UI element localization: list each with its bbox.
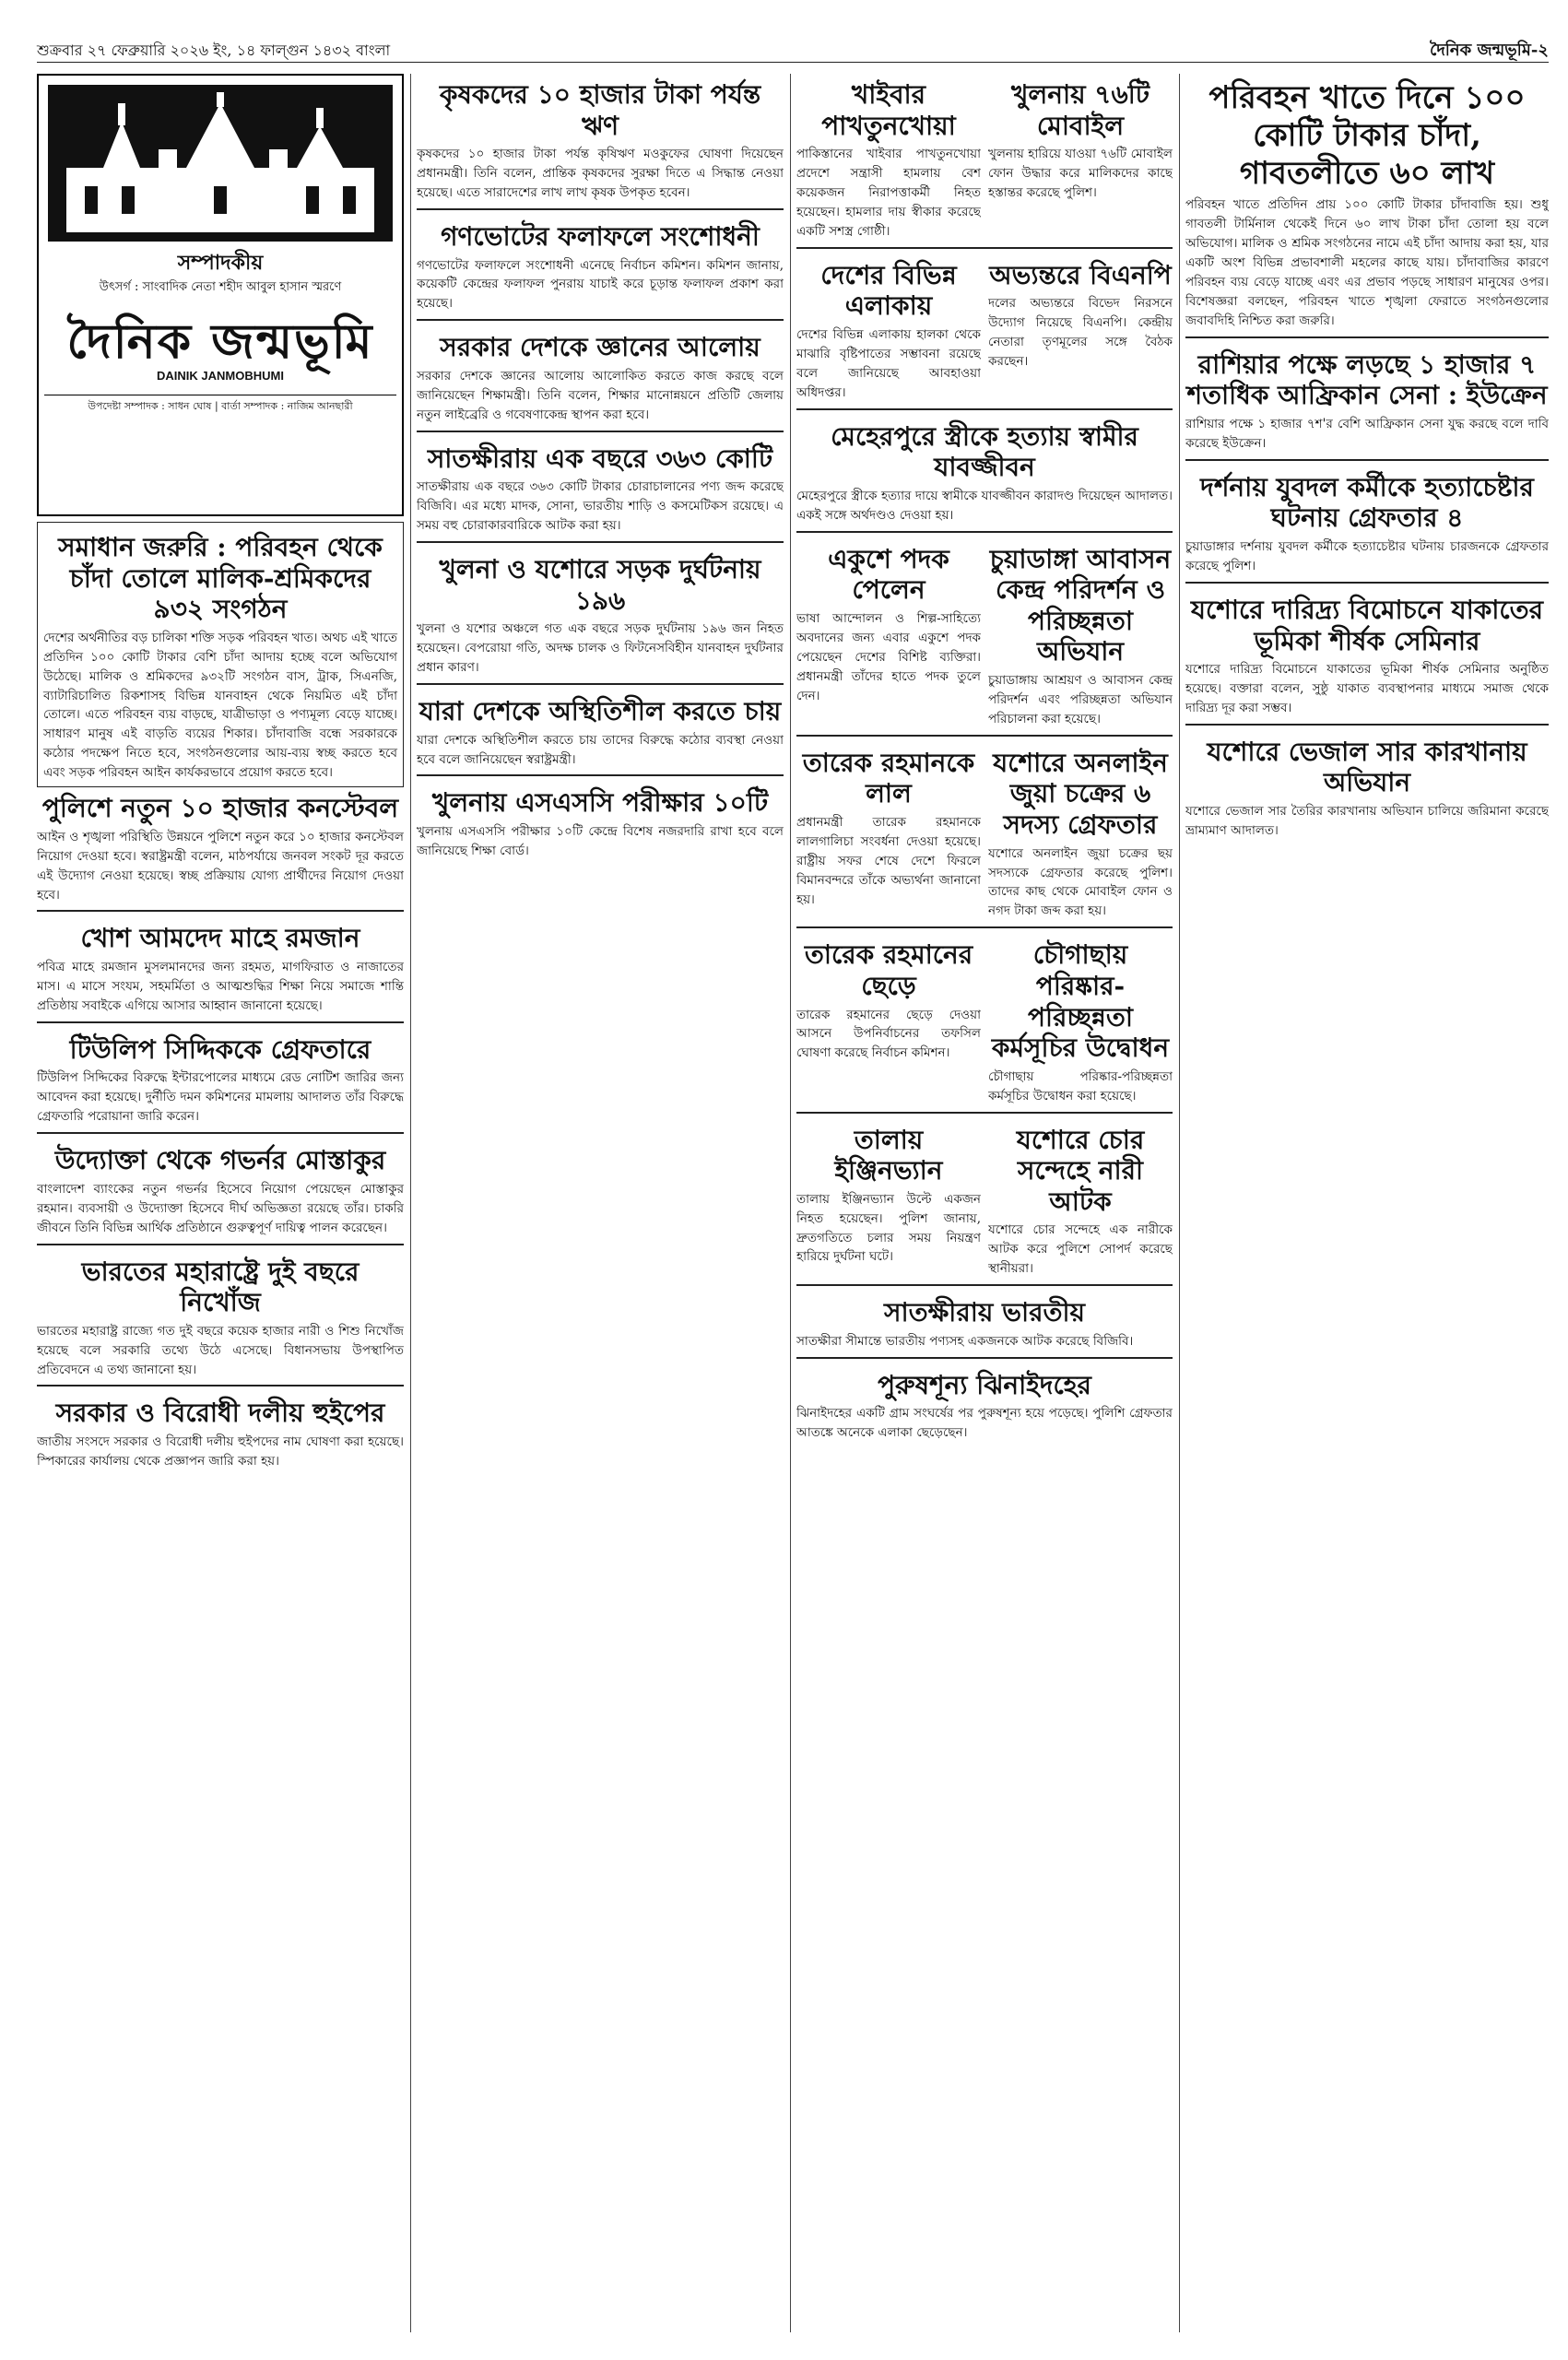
story-fertilizer <box>1185 731 1549 841</box>
story-body: দলের অভ্যন্তরে বিভেদ নিরসনে উদ্যোগ নিয়েছে বিএনপি। কেন্দ্রীয় নেতারা তৃণমূলের সঙ্গে বৈঠক করছেন। <box>988 296 1173 370</box>
split-row <box>796 74 1173 242</box>
story-khulna-accident <box>417 549 784 678</box>
story-police <box>37 787 404 904</box>
paper-logo: দৈনিক জন্মভূমি <box>66 313 374 370</box>
story-body: যশোরে দারিদ্র্য বিমোচনে যাকাতের ভূমিকা শীর্ষক সেমিনার অনুষ্ঠিত হয়েছে। বক্তারা বলেন, সুষ্ঠু যাকাত ব্যবস্থাপনার মাধ্যমে সমাজ থেকে দারিদ্র্য দূর করা সম্ভব। <box>1185 662 1549 715</box>
story-body: সাতক্ষীরায় এক বছরে ৩৬৩ কোটি টাকার চোরাচালানের পণ্য জব্দ করেছে বিজিবি। এর মধ্যে মাদক, সোনা, ভারতীয় শাড়ি ও কসমেটিকস রয়েছে। এ সময় বহু চোরাকারবারিকে আটক করা হয়। <box>417 479 784 534</box>
column-1 <box>37 74 404 2332</box>
story-jessore-thief <box>988 1119 1173 1280</box>
editorial-staff: উপদেষ্টা সম্পাদক : সাধন ঘোষ | বার্তা সম্পাদক : নাজিম আনছারী <box>44 395 396 416</box>
divider <box>417 683 784 685</box>
story-body: তালায় ইঞ্জিনভ্যান উল্টে একজন নিহত হয়েছেন। পুলিশ জানায়, দ্রুতগতিতে চলার সময় নিয়ন্ত্রণ হারিয়ে দুর্ঘটনা ঘটে। <box>796 1191 981 1265</box>
story-headline: পরিবহন খাতে দিনে ১০০ কোটি টাকার চাঁদা, গাবতলীতে ৬০ লাখ <box>1208 79 1526 192</box>
story-headline: দেশের বিভিন্ন এলাকায় <box>820 259 957 322</box>
story-light <box>417 326 784 424</box>
story-unstable <box>417 690 784 769</box>
story-various <box>796 254 981 403</box>
story-body: চুয়াডাঙ্গায় আশ্রয়ণ ও আবাসন কেন্দ্র পরিদর্শন এবং পরিচ্ছন্নতা অভিযান পরিচালনা করা হয়েছে। <box>988 673 1173 726</box>
story-headline: একুশে পদক পেলেন <box>828 543 949 606</box>
story-headline: সাতক্ষীরায় ভারতীয় <box>884 1297 1085 1328</box>
story-headline: যশোরে দারিদ্র্য বিমোচনে যাকাতের ভূমিকা শীর্ষক সেমিনার <box>1190 594 1544 656</box>
story-body: টিউলিপ সিদ্দিকের বিরুদ্ধে ইন্টারপোলের মাধ্যমে রেড নোটিশ জারির জন্য আবেদন করা হয়েছে। দুর্নীতি দমন কমিশনের মামলায় আদালত তাঁর বিরুদ্ধে গ্রেফতারি পরোয়ানা জারি করেন। <box>37 1070 404 1125</box>
story-body: সাতক্ষীরা সীমান্তে ভারতীয় পণ্যসহ একজনকে আটক করেছে বিজিবি। <box>796 1333 1134 1349</box>
story-editorial <box>37 522 404 787</box>
story-headline: পুরুষশূন্য ঝিনাইদহের <box>878 1369 1091 1400</box>
split-row <box>796 934 1173 1105</box>
divider <box>37 1021 404 1023</box>
editorial-title: সম্পাদকীয় <box>177 251 264 275</box>
story-headline: যশোরে চোর সন্দেহে নারী আটক <box>1016 1124 1145 1217</box>
story-body: আইন ও শৃঙ্খলা পরিস্থিতি উন্নয়নে পুলিশে নতুন করে ১০ হাজার কনস্টেবল নিয়োগ দেওয়া হবে। স্বরাষ্ট্রমন্ত্রী বলেন, মাঠপর্যায়ে জনবল সংকট দূর করতে এই উদ্যোগ নেওয়া হয়েছে। স্বচ্ছ প্রক্রিয়ায় যোগ্য প্রার্থীদের নিয়োগ দেওয়া হবে। <box>37 829 404 903</box>
story-body: গণভোটের ফলাফলে সংশোধনী এনেছে নির্বাচন কমিশন। কমিশন জানায়, কয়েকটি কেন্দ্রের ফলাফল পুনরায় যাচাই করে চূড়ান্ত ফলাফল প্রকাশ করা হয়েছে। <box>417 257 784 312</box>
story-tulip <box>37 1029 404 1127</box>
split-row <box>796 254 1173 403</box>
divider <box>417 208 784 210</box>
story-body: খুলনায় এসএসসি পরীক্ষার ১০টি কেন্দ্রে বিশেষ নজরদারি রাখা হবে বলে জানিয়েছে শিক্ষা বোর্ড। <box>417 824 784 858</box>
story-body: ঝিনাইদহের একটি গ্রাম সংঘর্ষের পর পুরুষশূন্য হয়ে পড়েছে। পুলিশি গ্রেফতার আতঙ্কে অনেকে এলাকা ছেড়েছেন। <box>796 1406 1173 1441</box>
split-row <box>796 538 1173 729</box>
divider <box>1185 724 1549 726</box>
story-headline: যশোরে অনলাইন জুয়া চক্রের ৬ সদস্য গ্রেফতার <box>993 747 1168 841</box>
story-body: পাকিস্তানের খাইবার পাখতুনখোয়া প্রদেশে সন্ত্রাসী হামলায় বেশ কয়েকজন নিরাপত্তাকর্মী নিহত হয়েছেন। হামলার দায় স্বীকার করেছে একটি সশস্ত্র গোষ্ঠী। <box>796 147 981 239</box>
divider <box>37 1244 404 1245</box>
story-engineer <box>796 1119 981 1280</box>
paper-page: দৈনিক জন্মভূমি-২ <box>1430 41 1549 60</box>
story-referendum <box>417 216 784 313</box>
divider <box>796 531 1173 533</box>
story-satkhira-crore <box>417 438 784 536</box>
story-headline: তালায় ইঞ্জিনভ্যান <box>834 1124 943 1186</box>
story-farmers <box>417 74 784 203</box>
story-headline: তারেক রহমানকে লাল <box>802 747 975 809</box>
story-whip <box>37 1392 404 1470</box>
story-body: সরকার দেশকে জ্ঞানের আলোয় আলোকিত করতে কাজ করছে বলে জানিয়েছেন শিক্ষামন্ত্রী। তিনি বলেন, শিক্ষার মানোন্নয়নে প্রতিটি জেলায় নতুন লাইব্রেরি ও গবেষণাকেন্দ্র স্থাপন করা হবে। <box>417 368 784 422</box>
story-headline: ভারতের মহারাষ্ট্রে দুই বছরে নিখোঁজ <box>81 1256 360 1318</box>
paper-logo-english: DAINIK JANMOBHUMI <box>157 369 284 383</box>
split-row <box>796 742 1173 921</box>
story-body: যশোরে অনলাইন জুয়া চক্রের ছয় সদস্যকে গ্রেফতার করেছে পুলিশ। তাদের কাছ থেকে মোবাইল ফোন ও নগদ টাকা জব্দ করা হয়। <box>988 845 1173 919</box>
divider <box>796 247 1173 249</box>
divider <box>37 1132 404 1134</box>
story-body: চুয়াডাঙ্গার দর্শনায় যুবদল কর্মীকে হত্যাচেষ্টার ঘটনায় চারজনকে গ্রেফতার করেছে পুলিশ। <box>1185 539 1549 573</box>
editorial-tagline: উৎসর্গ : সাংবাদিক নেতা শহীদ আবুল হাসান স্মরণে <box>99 280 342 294</box>
story-body: ভারতের মহারাষ্ট্র রাজ্যে গত দুই বছরে কয়েক হাজার নারী ও শিশু নিখোঁজ হয়েছে বলে সরকারি তথ্যে উঠে এসেছে। বিধানসভায় উপস্থাপিত প্রতিবেদনে এ তথ্য জানানো হয়। <box>37 1323 404 1377</box>
story-headline: সরকার ও বিরোধী দলীয় হুইপের <box>55 1398 385 1429</box>
column-2 <box>417 74 784 2332</box>
story-body: পরিবহন খাতে প্রতিদিন প্রায় ১০০ কোটি টাকার চাঁদাবাজি হয়। শুধু গাবতলী টার্মিনাল থেকেই দিনে ৬০ লাখ টাকা চাঁদা তোলা হয় বলে অভিযোগ। মালিক ও শ্রমিক সংগঠনের নামে এই চাঁদা আদায় করা হয়, যার একটি অংশ বিভিন্ন প্রভাবশালী মহলের কাছে যায়। চাঁদাবাজির কারণে পরিবহন ব্যয় বেড়ে যাচ্ছে এবং এর প্রভাব পড়ছে সাধারণ মানুষের ওপর। বিশেষজ্ঞরা বলছেন, পরিবহন খাতে শৃঙ্খলা ফেরাতে সংগঠনগুলোর জবাবদিহি নিশ্চিত করা জরুরি। <box>1185 197 1549 328</box>
story-body: রাশিয়ার পক্ষে ১ হাজার ৭শ'র বেশি আফ্রিকান সেনা যুদ্ধ করছে বলে দাবি করেছে ইউক্রেন। <box>1185 417 1549 451</box>
divider <box>417 541 784 543</box>
story-headline: তারেক রহমানের ছেড়ে <box>804 939 973 1001</box>
divider <box>417 319 784 321</box>
divider <box>37 910 404 912</box>
divider <box>1185 336 1549 338</box>
story-body: দেশের বিভিন্ন এলাকায় হালকা থেকে মাঝারি বৃষ্টিপাতের সম্ভাবনা রয়েছে বলে জানিয়েছে আবহাওয়া অধিদপ্তর। <box>796 326 981 400</box>
story-headline: টিউলিপ সিদ্দিককে গ্রেফতারে <box>69 1033 371 1065</box>
column-rule <box>410 74 411 2332</box>
story-headline: সরকার দেশকে জ্ঞানের আলোয় <box>440 332 760 363</box>
story-headline: খুলনায় ৭৬টি মোবাইল <box>1010 79 1149 141</box>
story-headline: খুলনা ও যশোরে সড়ক দুর্ঘটনায় ১৯৬ <box>439 554 761 616</box>
divider <box>796 408 1173 410</box>
story-headline: খোশ আমদেদ মাহে রমজান <box>80 923 360 954</box>
story-headline: পুলিশে নতুন ১০ হাজার কনস্টেবল <box>41 793 399 824</box>
divider <box>796 1357 1173 1359</box>
divider <box>796 1284 1173 1286</box>
issue-date: শুক্রবার ২৭ ফেব্রুয়ারি ২০২৬ ইং, ১৪ ফাল্গুন ১৪৩২ বাংলা <box>37 41 391 59</box>
story-body: পবিত্র মাহে রমজান মুসলমানদের জন্য রহমত, মাগফিরাত ও নাজাতের মাস। এ মাসে সংযম, সহমর্মিতা ও আত্মশুদ্ধির শিক্ষা নিয়ে সমাজে শান্তি প্রতিষ্ঠায় সবাইকে এগিয়ে আসার আহ্বান জানানো হয়েছে। <box>37 960 404 1013</box>
story-zakat <box>1185 589 1549 718</box>
story-body: বাংলাদেশ ব্যাংকের নতুন গভর্নর হিসেবে নিয়োগ পেয়েছেন মোস্তাকুর রহমান। ব্যবসায়ী ও উদ্যোক্তা হিসেবে দীর্ঘ অভিজ্ঞতা রয়েছে তাঁর। চাকরি জীবনে তিনি বিভিন্ন আর্থিক প্রতিষ্ঠানে গুরুত্বপূর্ণ দায়িত্ব পালন করেছেন। <box>37 1181 404 1235</box>
column-rule <box>1179 74 1180 2332</box>
story-ssc <box>417 782 784 860</box>
story-headline: উদ্যোক্তা থেকে গভর্নর মোস্তাকুর <box>54 1145 386 1176</box>
story-body: যারা দেশকে অস্থিতিশীল করতে চায় তাদের বিরুদ্ধে কঠোর ব্যবস্থা নেওয়া হবে বলে জানিয়েছেন স্বরাষ্ট্রমন্ত্রী। <box>417 732 784 767</box>
story-body: জাতীয় সংসদে সরকার ও বিরোধী দলীয় হুইপদের নাম ঘোষণা করা হয়েছে। স্পিকারের কার্যালয় থেকে প্রজ্ঞাপন জারি করা হয়। <box>37 1434 404 1469</box>
skyline-illustration <box>48 85 393 242</box>
story-body: ভাষা আন্দোলন ও শিল্প-সাহিত্যে অবদানের জন্য এবার একুশে পদক পেয়েছেন দেশের বিশিষ্ট ব্যক্তিরা। প্রধানমন্ত্রী তাঁদের হাতে পদক তুলে দেন। <box>796 610 981 703</box>
divider <box>417 431 784 432</box>
story-body: মেহেরপুরে স্ত্রীকে হত্যার দায়ে স্বামীকে যাবজ্জীবন কারাদণ্ড দিয়েছেন আদালত। একই সঙ্গে অর্থদণ্ডও দেওয়া হয়। <box>796 488 1173 523</box>
divider <box>1185 582 1549 584</box>
column-rule <box>790 74 791 2332</box>
story-headline: খাইবার পাখতুনখোয়া <box>821 79 956 141</box>
story-bnp <box>988 254 1173 403</box>
story-darshana <box>1185 466 1549 576</box>
story-headline: গণভোটের ফলাফলে সংশোধনী <box>441 220 760 252</box>
split-row <box>796 1119 1173 1280</box>
story-satkhira-indian <box>796 1292 1173 1351</box>
story-patao <box>796 74 981 242</box>
page-header <box>37 37 1549 63</box>
story-jhenaidah <box>796 1364 1173 1443</box>
story-headline: রাশিয়ার পক্ষে লড়ছে ১ হাজার ৭ শতাধিক আফ্রিকান সেনা : ইউক্রেন <box>1186 348 1548 411</box>
story-body: দেশের অর্থনীতির বড় চালিকা শক্তি সড়ক পরিবহন খাত। অথচ এই খাতে প্রতিদিন ১০০ কোটি টাকার বেশি চাঁদা আদায় হচ্ছে বলে অভিযোগ উঠেছে। মালিক ও শ্রমিকদের ৯৩২টি সংগঠন বাস, ট্রাক, সিএনজি, ব্যাটারিচালিত রিকশাসহ বিভিন্ন যানবাহন থেকে নিয়মিত এই চাঁদা তোলে। এতে পরিবহন ব্যয় বাড়ছে, যাত্রীভাড়া ও পণ্যমূল্য বেড়ে যাচ্ছে। সাধারণ মানুষ এই বাড়তি ব্যয়ের শিকার। চাঁদাবাজি বন্ধে সরকারকে কঠোর পদক্ষেপ নিতে হবে, সংগঠনগুলোর আয়-ব্যয় স্বচ্ছ করতে হবে এবং সড়ক পরিবহন আইন কার্যকরভাবে প্রয়োগ করতে হবে। <box>43 630 397 781</box>
story-mobile <box>988 74 1173 242</box>
story-headline: সাতক্ষীরায় এক বছরে ৩৬৩ কোটি <box>427 442 773 474</box>
story-transport <box>1185 74 1549 331</box>
divider <box>796 735 1173 737</box>
story-tareq-lal <box>796 742 981 921</box>
story-body: যশোরে ভেজাল সার তৈরির কারখানায় অভিযান চালিয়ে জরিমানা করেছে ভ্রাম্যমাণ আদালত। <box>1185 804 1549 838</box>
story-maharashtra <box>37 1251 404 1380</box>
column-4 <box>1185 74 1549 2332</box>
story-body: খুলনা ও যশোর অঞ্চলে গত এক বছরে সড়ক দুর্ঘটনায় ১৯৬ জন নিহত হয়েছেন। বেপরোয়া গতি, অদক্ষ চালক ও ফিটনেসবিহীন যানবাহন দুর্ঘটনার প্রধান কারণ। <box>417 621 784 676</box>
story-headline: মেহেরপুরে স্ত্রীকে হত্যায় স্বামীর যাবজ্জীবন <box>831 420 1138 483</box>
story-body: প্রধানমন্ত্রী তারেক রহমানকে লালগালিচা সংবর্ধনা দেওয়া হয়েছে। রাষ্ট্রীয় সফর শেষে দেশে ফিরলে বিমানবন্দরে তাঁকে অভ্যর্থনা জানানো হয়। <box>796 815 981 907</box>
story-headline: কৃষকদের ১০ হাজার টাকা পর্যন্ত ঋণ <box>439 79 761 141</box>
story-headline: যারা দেশকে অস্থিতিশীল করতে চায় <box>419 695 782 726</box>
divider <box>1185 459 1549 461</box>
story-ramadan <box>37 917 404 1015</box>
story-tareq-leave <box>796 934 981 1105</box>
story-body: খুলনায় হারিয়ে যাওয়া ৭৬টি মোবাইল ফোন উদ্ধার করে মালিকদের কাছে হস্তান্তর করেছে পুলিশ। <box>988 147 1173 201</box>
divider <box>37 1385 404 1386</box>
story-headline: দর্শনায় যুবদল কর্মীকে হত্যাচেষ্টার ঘটনায় গ্রেফতার ৪ <box>1200 471 1534 534</box>
story-body: কৃষকদের ১০ হাজার টাকা পর্যন্ত কৃষিঋণ মওকুফের ঘোষণা দিয়েছেন প্রধানমন্ত্রী। তিনি বলেন, প্রান্তিক কৃষকদের সুরক্ষা দিতে এ সিদ্ধান্ত নেওয়া হয়েছে। এতে সারাদেশের লাখ লাখ কৃষক উপকৃত হবেন। <box>417 147 784 201</box>
story-headline: খুলনায় এসএসসি পরীক্ষার ১০টি <box>431 787 769 819</box>
story-body: যশোরে চোর সন্দেহে এক নারীকে আটক করে পুলিশে সোপর্দ করেছে স্থানীয়রা। <box>988 1222 1173 1277</box>
story-body: চৌগাছায় পরিষ্কার-পরিচ্ছন্নতা কর্মসূচির উদ্বোধন করা হয়েছে। <box>988 1068 1173 1103</box>
divider <box>417 774 784 776</box>
story-governor <box>37 1139 404 1237</box>
story-body: তারেক রহমানের ছেড়ে দেওয়া আসনে উপনির্বাচনের তফসিল ঘোষণা করেছে নির্বাচন কমিশন। <box>796 1007 981 1061</box>
column-3 <box>796 74 1173 2332</box>
story-headline: চুয়াডাঙ্গা আবাসন কেন্দ্র পরিদর্শন ও পরিচ্ছন্নতা অভিযান <box>989 543 1172 667</box>
divider <box>796 926 1173 928</box>
divider <box>796 1112 1173 1114</box>
story-meherpur <box>796 416 1173 525</box>
story-headline: সমাধান জরুরি : পরিবহন থেকে চাঁদা তোলে মালিক-শ্রমিকদের ৯৩২ সংগঠন <box>58 532 383 625</box>
story-jessore-online <box>988 742 1173 921</box>
story-headline: যশোরে ভেজাল সার কারখানায় অভিযান <box>1207 736 1527 798</box>
story-chuadanga <box>988 538 1173 729</box>
story-chougachha <box>988 934 1173 1105</box>
story-headline: চৌগাছায় পরিষ্কার-পরিচ্ছন্নতা কর্মসূচির উদ্বোধন <box>991 939 1170 1064</box>
story-ekushey <box>796 538 981 729</box>
editorial-masthead <box>37 74 404 516</box>
story-headline: অভ্যন্তরে বিএনপি <box>989 259 1172 290</box>
story-russia <box>1185 344 1549 454</box>
